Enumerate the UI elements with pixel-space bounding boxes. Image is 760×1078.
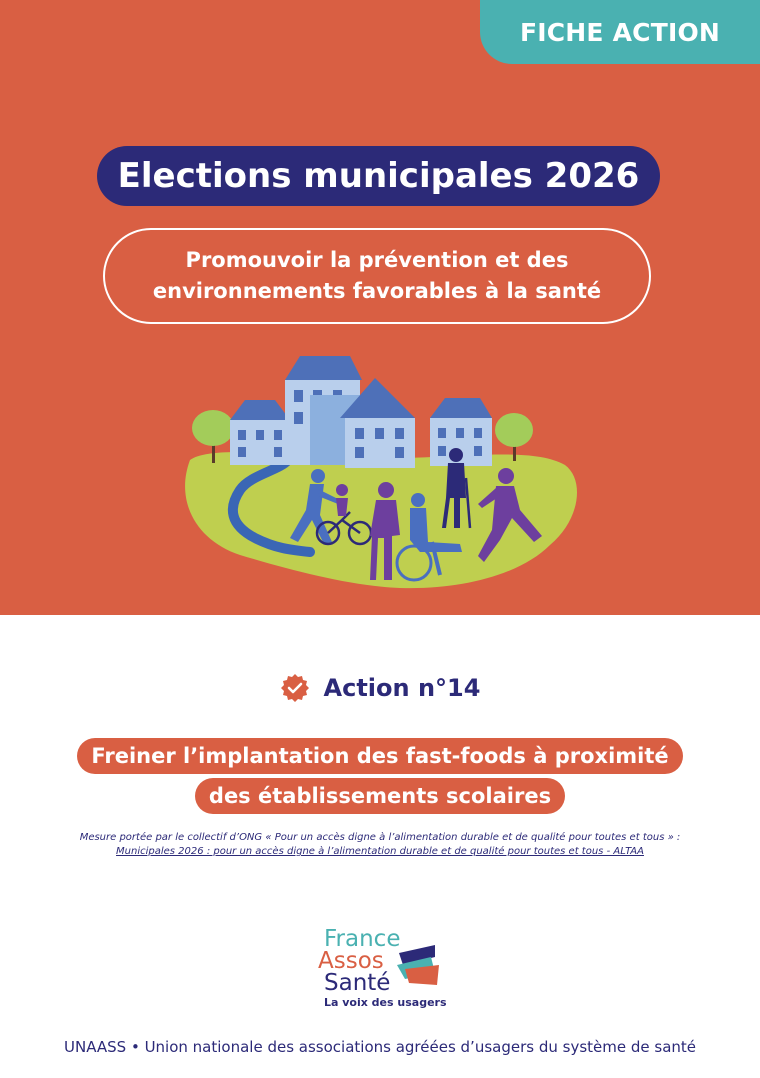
subtitle-pill	[103, 228, 651, 324]
subtitle-line-1: Promouvoir la prévention et des	[185, 248, 569, 272]
footer-text: UNAASS • Union nationale des associations agréées d’usagers du système de santé	[64, 1038, 696, 1056]
action-headline	[0, 738, 760, 814]
tree-right-icon	[495, 413, 533, 461]
house-left-icon	[230, 400, 290, 465]
action-row	[0, 668, 760, 708]
headline-line-2: des établissements scolaires	[195, 778, 565, 814]
logo-tagline: La voix des usagers	[324, 996, 447, 1009]
speech-ribbon-icon	[395, 943, 443, 989]
page-title: Elections municipales 2026	[97, 146, 660, 206]
logo-line-assos: Assos	[318, 948, 384, 974]
action-number: Action n°14	[323, 674, 481, 702]
subtitle-line-2: environnements favorables à la santé	[152, 279, 602, 303]
measure-link[interactable]: Municipales 2026 : pour un accès digne à l’alimentation durable et de qualité pour toutes et tous - ALTAA	[116, 846, 644, 857]
logo-line-sante: Santé	[324, 970, 391, 996]
logo-line-france: France	[324, 926, 401, 952]
fiche-action-badge: FICHE ACTION	[480, 0, 760, 64]
measure-note	[0, 831, 760, 859]
headline-line-1: Freiner l’implantation des fast-foods à proximité	[77, 738, 682, 774]
france-assos-sante-logo	[300, 925, 470, 1015]
check-badge-icon	[280, 673, 310, 703]
measure-text: Mesure portée par le collectif d’ONG « Pour un accès digne à l’alimentation durable et de qualité pour toutes et tous » :	[79, 832, 681, 843]
town-with-people-illustration	[170, 350, 590, 595]
